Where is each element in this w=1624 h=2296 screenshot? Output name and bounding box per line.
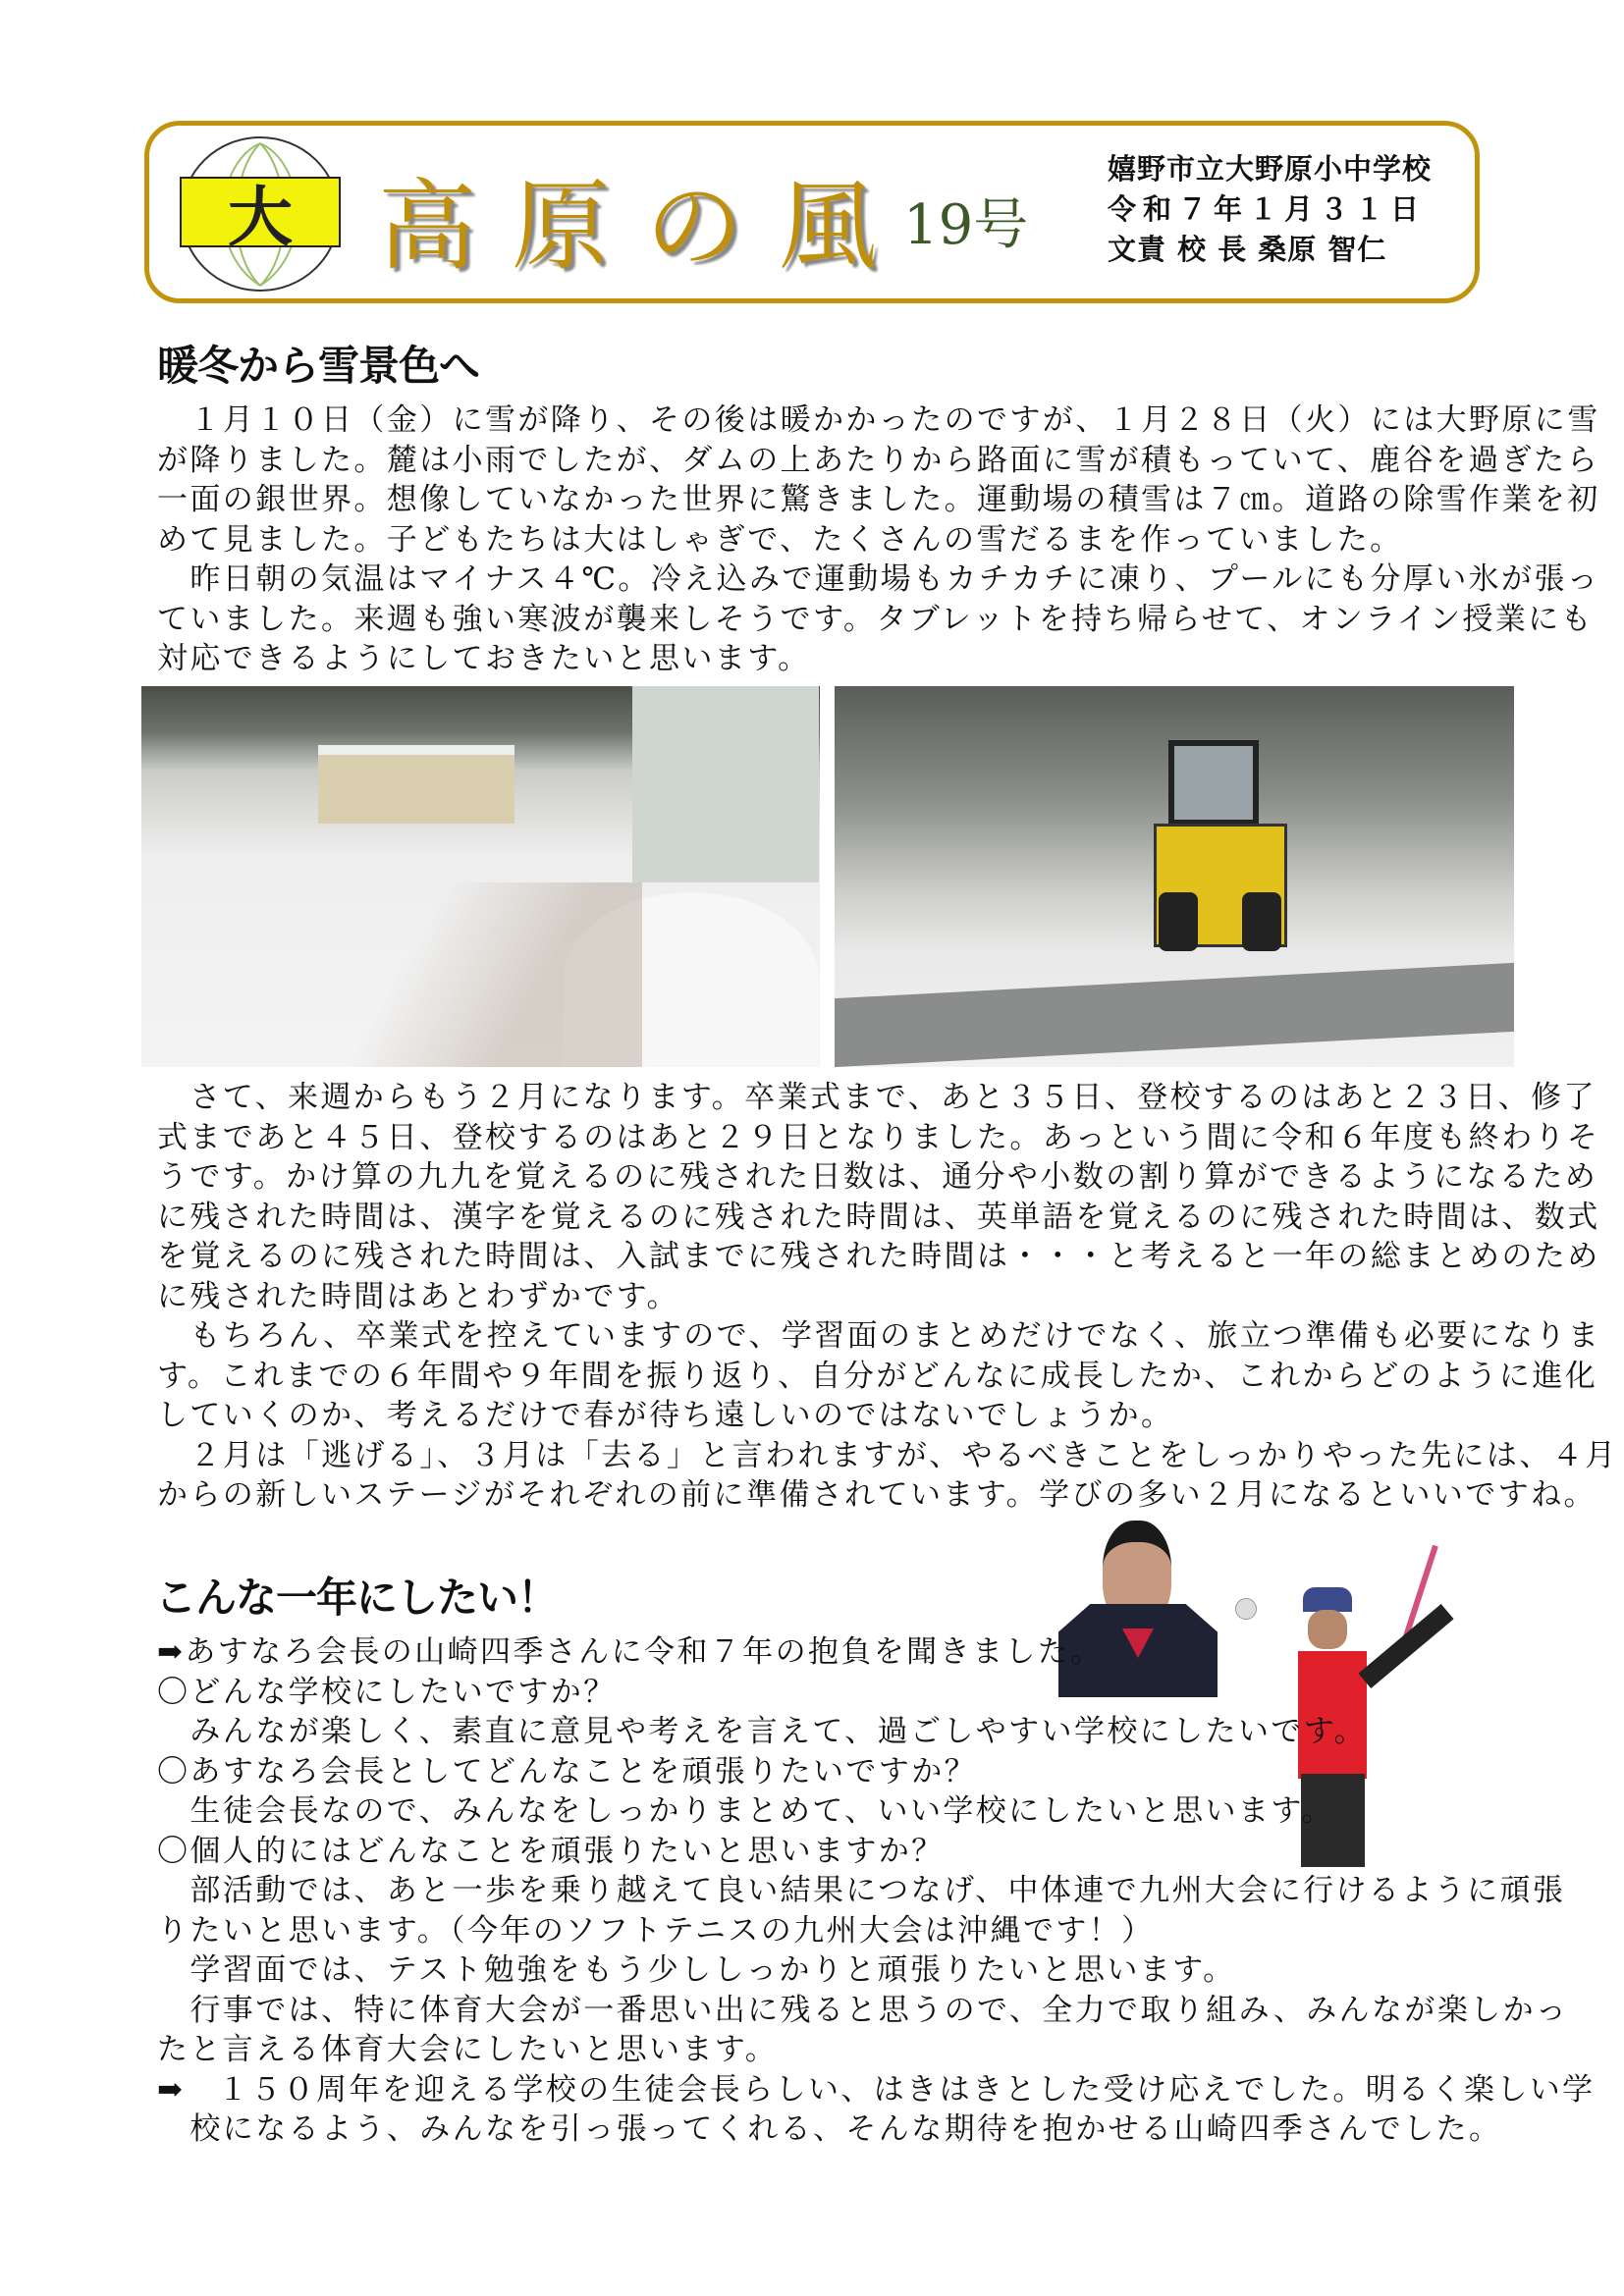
text-line: 昨日朝の気温はマイナス４℃。冷え込みで運動場もカチカチに凍り、プールにも分厚い氷が張っ (157, 561, 1600, 597)
school-emblem-logo (177, 133, 344, 294)
newsletter-title: 高原の風 (378, 169, 912, 284)
text-line: 式まであと４５日、登校するのはあと２９日となりました。あっという間に令和６年度も終わりそ (157, 1119, 1600, 1155)
section1-heading: 暖冬から雪景色へ (157, 342, 480, 390)
text-line: １月１０日（金）に雪が降り、その後は暖かかったのですが、１月２８日（火）には大野原に雪 (157, 402, 1600, 438)
text-line: を覚えるのに残された時間は、入試までに残された時間は・・・と考えると一年の総まとめのため (157, 1239, 1600, 1274)
text-line: めて見ました。子どもたちは大はしゃぎで、たくさんの雪だるまを作っていました。 (157, 521, 1403, 558)
text-line: もちろん、卒業式を控えていますので、学習面のまとめだけでなく、旅立つ準備も必要になりま (157, 1318, 1601, 1354)
text-line: 一面の銀世界。想像していなかった世界に驚きました。運動場の積雪は７㎝。道路の除雪作業を初 (157, 482, 1600, 517)
text-line: ２月は「逃げる」、３月は「去る」と言われますが、やるべきことをしっかりやった先には、４月 (157, 1437, 1618, 1473)
text-line: からの新しいステージがそれぞれの前に準備されています。学びの多い２月になるといいですね。 (157, 1477, 1597, 1513)
text-line: 生徒会長なので、みんなをしっかりまとめて、いい学校にしたいと思います。 (157, 1793, 1334, 1829)
text-line: ていました。来週も強い寒波が襲来しそうです。タブレットを持ち帰らせて、オンライン授業にも (157, 601, 1595, 637)
text-line: に残された時間は、漢字を覚えるのに残された時間は、英単語を覚えるのに残された時間は、数式 (157, 1199, 1600, 1235)
text-line: 学習面では、テスト勉強をもう少ししっかりと頑張りたいと思います。 (157, 1952, 1236, 1988)
text-line: が降りました。麓は小雨でしたが、ダムの上あたりから路面に雪が積もっていて、鹿谷を過ぎたら (157, 442, 1599, 478)
text-line: りたいと思います。（今年のソフトテニスの九州大会は沖縄です！） (157, 1912, 1155, 1949)
school-name: 嬉野市立大野原小中学校 (1108, 152, 1433, 186)
text-line: うです。かけ算の九九を覚えるのに残された日数は、通分や小数の割り算ができるようになるため (157, 1159, 1598, 1195)
snowy-schoolyard-photo (141, 686, 820, 1067)
text-line: 〇あすなろ会長としてどんなことを頑張りたいですか？ (157, 1753, 977, 1789)
section1-para1 (157, 400, 1600, 679)
school-info (1108, 149, 1432, 270)
text-line: 校になるよう、みんなを引っ張ってくれる、そんな期待を抱かせる山崎四季さんでした。 (157, 2111, 1502, 2147)
text-line: 行事では、特に体育大会が一番思い出に残ると思うので、全力で取り組み、みんなが楽しかっ (157, 1992, 1569, 2028)
text-line: ➡あすなろ会長の山崎四季さんに令和７年の抱負を聞きました。 (157, 1634, 1104, 1670)
text-line: 〇個人的にはどんなことを頑張りたいと思いますか？ (157, 1833, 945, 1869)
text-line: していくのか、考えるだけで春が待ち遠しいのではないでしょうか。 (157, 1398, 1174, 1433)
section1-para2 (157, 1078, 1618, 1516)
author: 文責 校 長 桑原 智仁 (1108, 233, 1387, 266)
text-line: に残された時間はあとわずかです。 (157, 1278, 679, 1314)
tennis-ball (1235, 1598, 1257, 1620)
issue-number: 19号 (903, 193, 1029, 257)
text-line: す。これまでの６年間や９年間を振り返り、自分がどんなに成長したか、これからどのように進化 (157, 1358, 1598, 1394)
text-line: みんなが楽しく、素直に意見や考えを言えて、過ごしやすい学校にしたいです。 (157, 1714, 1368, 1749)
text-line: 〇どんな学校にしたいですか？ (157, 1674, 617, 1710)
issue-date: 令和７年１月３１日 (1108, 192, 1427, 226)
text-line: 対応できるようにしておきたいと思います。 (157, 641, 811, 676)
text-line: たと言える体育大会にしたいと思います。 (157, 2032, 779, 2067)
text-line: さて、来週からもう２月になります。卒業式まで、あと３５日、登校するのはあと２３日、修了 (157, 1080, 1597, 1115)
svg-text:大: 大 (228, 180, 293, 255)
snow-plow-photo (835, 686, 1514, 1067)
text-line: 部活動では、あと一歩を乗り越えて良い結果につなげ、中体連で九州大会に行けるように頑張 (157, 1873, 1566, 1908)
section2-heading: こんな一年にしたい！ (155, 1574, 559, 1622)
text-line: ➡ １５０周年を迎える学校の生徒会長らしい、はきはきとした受け応えでした。明るく楽しい学 (157, 2071, 1596, 2108)
interview-text (157, 1632, 1596, 2150)
